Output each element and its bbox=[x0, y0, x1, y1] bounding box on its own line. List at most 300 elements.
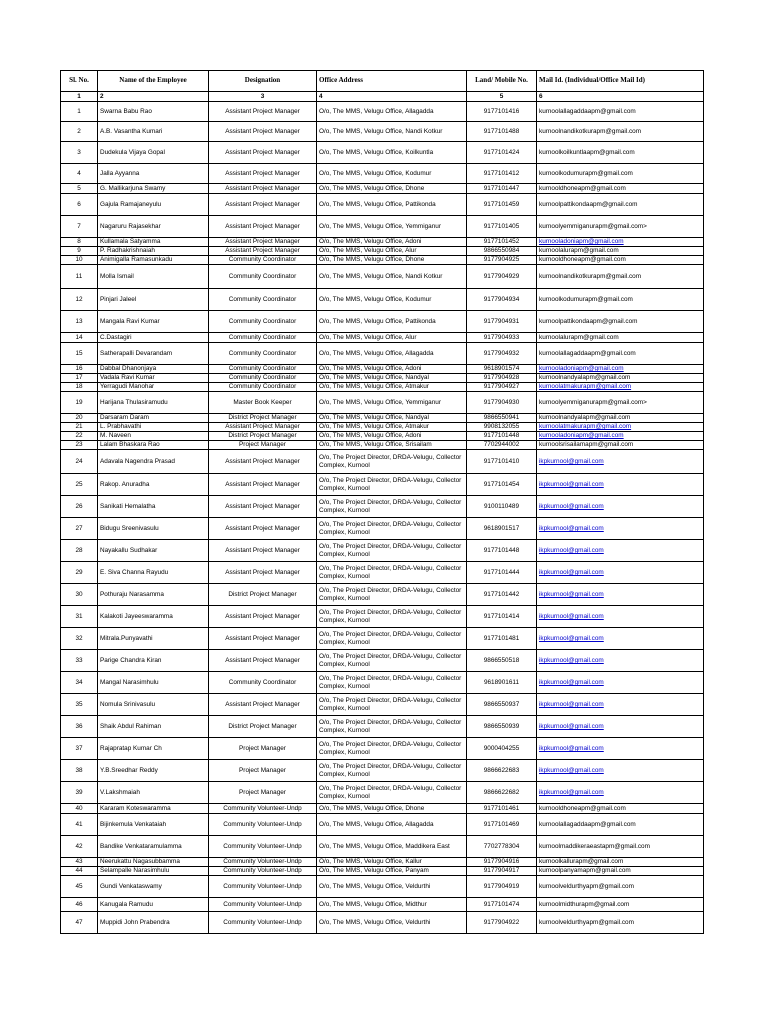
mail-id-cell: kurnoolnandyalapm@gmail.com bbox=[537, 374, 704, 383]
sl-no-cell: 46 bbox=[61, 898, 98, 912]
mail-id-cell: kurnoolkodumurapm@gmail.com bbox=[537, 289, 704, 311]
sl-no-cell: 24 bbox=[61, 450, 98, 474]
mail-link[interactable]: kurnoolatmakurapm@gmail.com bbox=[539, 423, 632, 431]
mail-id-cell: kurnoolalurapm@gmail.com bbox=[537, 247, 704, 256]
office-address-cell: O/o, The MMS, Velugu Office, Yemmiganur bbox=[317, 216, 467, 238]
mail-id-cell: kurnoolpattikondaapm@gmail.com bbox=[537, 311, 704, 333]
office-address-cell: O/o, The Project Director, DRDA-Velugu, Collector Complex, Kurnool bbox=[317, 450, 467, 474]
employee-name-cell: G. Mallikarjuna Swamy bbox=[98, 184, 209, 194]
employee-name-cell: P. Radhakrishnaiah bbox=[98, 247, 209, 256]
mobile-no-cell: 9177101452 bbox=[467, 238, 537, 247]
designation-cell: Community Volunteer-Undp bbox=[209, 858, 317, 867]
designation-cell: Assistant Project Manager bbox=[209, 423, 317, 432]
mobile-no-cell: 9177101424 bbox=[467, 142, 537, 164]
employee-name-cell: Mangal Narasimhulu bbox=[98, 672, 209, 694]
mail-link[interactable]: ikpkurnool@gmail.com bbox=[539, 788, 604, 796]
employee-name-cell: Sanikati Hemalatha bbox=[98, 496, 209, 518]
mail-id-cell: kurnoolkodumurapm@gmail.com bbox=[537, 164, 704, 184]
designation-cell: Assistant Project Manager bbox=[209, 102, 317, 122]
mobile-no-cell: 9866550939 bbox=[467, 716, 537, 738]
employee-name-cell: Bijinkemula Venkataiah bbox=[98, 814, 209, 836]
mail-id-cell bbox=[537, 518, 704, 540]
sl-no-cell: 5 bbox=[61, 184, 98, 194]
mobile-no-cell: 9618901611 bbox=[467, 672, 537, 694]
designation-cell: Master Book Keeper bbox=[209, 392, 317, 414]
column-number: 6 bbox=[537, 92, 704, 102]
mail-id-cell bbox=[537, 628, 704, 650]
office-address-cell: O/o, The MMS, Velugu Office, Adoni bbox=[317, 365, 467, 374]
mobile-no-cell: 9177101412 bbox=[467, 164, 537, 184]
sl-no-cell: 44 bbox=[61, 867, 98, 876]
employee-name-cell: Bidugu Sreenivasulu bbox=[98, 518, 209, 540]
designation-cell: Assistant Project Manager bbox=[209, 238, 317, 247]
office-address-cell: O/o, The Project Director, DRDA-Velugu, Collector Complex, Kurnool bbox=[317, 672, 467, 694]
office-address-cell: O/o, The MMS, Velugu Office, Yemmiganur bbox=[317, 392, 467, 414]
column-number: 2 bbox=[98, 92, 209, 102]
office-address-cell: O/o, The MMS, Velugu Office, Adoni bbox=[317, 432, 467, 441]
table-row bbox=[61, 562, 704, 584]
table-row bbox=[61, 474, 704, 496]
mail-link[interactable]: kurnooladoniapm@gmail.com bbox=[539, 365, 624, 373]
mail-link[interactable]: ikpkurnool@gmail.com bbox=[539, 502, 604, 510]
sl-no-cell: 47 bbox=[61, 912, 98, 934]
mail-link[interactable]: kurnoolatmakurapm@gmail.com bbox=[539, 383, 632, 391]
table-row bbox=[61, 343, 704, 365]
sl-no-cell: 15 bbox=[61, 343, 98, 365]
designation-cell: Assistant Project Manager bbox=[209, 518, 317, 540]
column-number: 4 bbox=[317, 92, 467, 102]
employee-name-cell: Kanugala Ramudu bbox=[98, 898, 209, 912]
employee-name-cell: Satherapalli Devarandam bbox=[98, 343, 209, 365]
mail-link[interactable]: ikpkurnool@gmail.com bbox=[539, 590, 604, 598]
designation-cell: Assistant Project Manager bbox=[209, 628, 317, 650]
designation-cell: Assistant Project Manager bbox=[209, 164, 317, 184]
mail-link[interactable]: ikpkurnool@gmail.com bbox=[539, 722, 604, 730]
employee-name-cell: Lalam Bhaskara Rao bbox=[98, 441, 209, 450]
sl-no-cell: 9 bbox=[61, 247, 98, 256]
designation-cell: Community Volunteer-Undp bbox=[209, 836, 317, 858]
designation-cell: Project Manager bbox=[209, 441, 317, 450]
mail-link[interactable]: ikpkurnool@gmail.com bbox=[539, 634, 604, 642]
mobile-no-cell: 9177904931 bbox=[467, 311, 537, 333]
mobile-no-cell: 9177101454 bbox=[467, 474, 537, 496]
column-number: 1 bbox=[61, 92, 98, 102]
mail-link[interactable]: ikpkurnool@gmail.com bbox=[539, 612, 604, 620]
sl-no-cell: 39 bbox=[61, 782, 98, 804]
sl-no-cell: 25 bbox=[61, 474, 98, 496]
designation-cell: Community Coordinator bbox=[209, 383, 317, 392]
sl-no-cell: 32 bbox=[61, 628, 98, 650]
table-row bbox=[61, 496, 704, 518]
office-address-cell: O/o, The MMS, Velugu Office, Dhone bbox=[317, 256, 467, 265]
designation-cell: District Project Manager bbox=[209, 414, 317, 423]
mobile-no-cell: 9866550518 bbox=[467, 650, 537, 672]
designation-cell: Community Coordinator bbox=[209, 256, 317, 265]
office-address-cell: O/o, The Project Director, DRDA-Velugu, Collector Complex, Kurnool bbox=[317, 738, 467, 760]
column-number: 5 bbox=[467, 92, 537, 102]
mail-id-cell bbox=[537, 423, 704, 432]
employee-name-cell: Parige Chandra Kiran bbox=[98, 650, 209, 672]
designation-cell: Assistant Project Manager bbox=[209, 194, 317, 216]
employee-name-cell: Darsaram Daram bbox=[98, 414, 209, 423]
employee-name-cell: Pothuraju Narasamma bbox=[98, 584, 209, 606]
mail-link[interactable]: ikpkurnool@gmail.com bbox=[539, 744, 604, 752]
sl-no-cell: 37 bbox=[61, 738, 98, 760]
designation-cell: Assistant Project Manager bbox=[209, 496, 317, 518]
sl-no-cell: 20 bbox=[61, 414, 98, 423]
office-address-cell: O/o, The Project Director, DRDA-Velugu, Collector Complex, Kurnool bbox=[317, 782, 467, 804]
mobile-no-cell: 9177101414 bbox=[467, 606, 537, 628]
table-row bbox=[61, 867, 704, 876]
employee-name-cell: Jalla Ayyanna bbox=[98, 164, 209, 184]
mail-id-cell: kurnoolveldurthyapm@gmail.com bbox=[537, 912, 704, 934]
table-row bbox=[61, 414, 704, 423]
mail-link[interactable]: ikpkurnool@gmail.com bbox=[539, 480, 604, 488]
designation-cell: Assistant Project Manager bbox=[209, 606, 317, 628]
mail-id-cell bbox=[537, 562, 704, 584]
table-row bbox=[61, 432, 704, 441]
sl-no-cell: 16 bbox=[61, 365, 98, 374]
mail-id-cell: kurnooldhoneapm@gmail.com bbox=[537, 184, 704, 194]
mail-id-cell bbox=[537, 383, 704, 392]
office-address-cell: O/o, The MMS, Velugu Office, Allagadda bbox=[317, 102, 467, 122]
mail-id-cell bbox=[537, 672, 704, 694]
table-row bbox=[61, 441, 704, 450]
table-row bbox=[61, 876, 704, 898]
header-employee-name: Name of the Employee bbox=[98, 71, 209, 92]
employee-name-cell: Gajula Ramajaneyulu bbox=[98, 194, 209, 216]
mail-id-cell: kurnoolalurapm@gmail.com bbox=[537, 333, 704, 343]
designation-cell: Community Coordinator bbox=[209, 672, 317, 694]
header-sl-no: Sl. No. bbox=[61, 71, 98, 92]
mobile-no-cell: 9177101410 bbox=[467, 450, 537, 474]
office-address-cell: O/o, The MMS, Velugu Office, Atmakur bbox=[317, 423, 467, 432]
mail-id-cell: kurnoolkoilkuntlaapm@gmail.com bbox=[537, 142, 704, 164]
designation-cell: Assistant Project Manager bbox=[209, 184, 317, 194]
mail-id-cell: kurnoolpanyamapm@gmail.com bbox=[537, 867, 704, 876]
mobile-no-cell: 9100110489 bbox=[467, 496, 537, 518]
sl-no-cell: 14 bbox=[61, 333, 98, 343]
employee-name-cell: Gundi Venkataswamy bbox=[98, 876, 209, 898]
sl-no-cell: 36 bbox=[61, 716, 98, 738]
designation-cell: Project Manager bbox=[209, 782, 317, 804]
header-mail-id: Mail Id. (Individual/Office Mail Id) bbox=[537, 71, 704, 92]
office-address-cell: O/o, The MMS, Velugu Office, Kodumur bbox=[317, 289, 467, 311]
table-row bbox=[61, 738, 704, 760]
designation-cell: Assistant Project Manager bbox=[209, 122, 317, 142]
employee-name-cell: Mangala Ravi Kumar bbox=[98, 311, 209, 333]
mail-link[interactable]: ikpkurnool@gmail.com bbox=[539, 524, 604, 532]
designation-cell: Assistant Project Manager bbox=[209, 562, 317, 584]
table-row bbox=[61, 606, 704, 628]
mobile-no-cell: 9177101416 bbox=[467, 102, 537, 122]
office-address-cell: O/o, The Project Director, DRDA-Velugu, Collector Complex, Kurnool bbox=[317, 540, 467, 562]
mail-id-cell bbox=[537, 760, 704, 782]
table-row bbox=[61, 760, 704, 782]
designation-cell: Assistant Project Manager bbox=[209, 474, 317, 496]
table-row bbox=[61, 194, 704, 216]
office-address-cell: O/o, The MMS, Velugu Office, Allagadda bbox=[317, 343, 467, 365]
employee-name-cell: Dabbal Dhanonjaya bbox=[98, 365, 209, 374]
sl-no-cell: 11 bbox=[61, 265, 98, 289]
mail-link[interactable]: ikpkurnool@gmail.com bbox=[539, 457, 604, 465]
mail-link[interactable]: kurnooladoniapm@gmail.com bbox=[539, 432, 624, 440]
table-row bbox=[61, 289, 704, 311]
table-row bbox=[61, 142, 704, 164]
table-row bbox=[61, 782, 704, 804]
employee-name-cell: Y.B.Sreedhar Reddy bbox=[98, 760, 209, 782]
employee-name-cell: Selampalle Narasimhulu bbox=[98, 867, 209, 876]
employee-table bbox=[60, 70, 704, 934]
mobile-no-cell: 9908132055 bbox=[467, 423, 537, 432]
mobile-no-cell: 9177904922 bbox=[467, 912, 537, 934]
mail-id-cell: kurnoolsrisailamapm@gmail.com bbox=[537, 441, 704, 450]
designation-cell: Community Coordinator bbox=[209, 365, 317, 374]
office-address-cell: O/o, The Project Director, DRDA-Velugu, Collector Complex, Kurnool bbox=[317, 562, 467, 584]
table-row bbox=[61, 122, 704, 142]
mobile-no-cell: 9177904919 bbox=[467, 876, 537, 898]
employee-name-cell: Vadala Ravi Kumar bbox=[98, 374, 209, 383]
mail-id-cell: kurnoolallagaddaapm@gmail.com bbox=[537, 343, 704, 365]
office-address-cell: O/o, The MMS, Velugu Office, Kallur bbox=[317, 858, 467, 867]
mail-id-cell: kurnooldhoneapm@gmail.com bbox=[537, 804, 704, 814]
employee-name-cell: Dudekula Vijaya Gopal bbox=[98, 142, 209, 164]
designation-cell: Assistant Project Manager bbox=[209, 540, 317, 562]
mail-id-cell: kurnoolyemmiganurapm@gmail.com> bbox=[537, 216, 704, 238]
mobile-no-cell: 9177101442 bbox=[467, 584, 537, 606]
office-address-cell: O/o, The MMS, Velugu Office, Maddikera East bbox=[317, 836, 467, 858]
table-row bbox=[61, 184, 704, 194]
designation-cell: Assistant Project Manager bbox=[209, 142, 317, 164]
table-row bbox=[61, 650, 704, 672]
table-row bbox=[61, 102, 704, 122]
header-row bbox=[61, 71, 704, 92]
table-row bbox=[61, 518, 704, 540]
office-address-cell: O/o, The Project Director, DRDA-Velugu, Collector Complex, Kurnool bbox=[317, 650, 467, 672]
office-address-cell: O/o, The MMS, Velugu Office, Atmakur bbox=[317, 383, 467, 392]
sl-no-cell: 6 bbox=[61, 194, 98, 216]
sl-no-cell: 29 bbox=[61, 562, 98, 584]
sl-no-cell: 26 bbox=[61, 496, 98, 518]
mobile-no-cell: 7702778304 bbox=[467, 836, 537, 858]
mobile-no-cell: 9866622682 bbox=[467, 782, 537, 804]
mobile-no-cell: 9866550941 bbox=[467, 414, 537, 423]
office-address-cell: O/o, The Project Director, DRDA-Velugu, Collector Complex, Kurnool bbox=[317, 474, 467, 496]
designation-cell: Project Manager bbox=[209, 738, 317, 760]
table-row bbox=[61, 365, 704, 374]
designation-cell: Assistant Project Manager bbox=[209, 450, 317, 474]
employee-name-cell: Molla Ismail bbox=[98, 265, 209, 289]
office-address-cell: O/o, The MMS, Velugu Office, Koilkuntla bbox=[317, 142, 467, 164]
sl-no-cell: 27 bbox=[61, 518, 98, 540]
sl-no-cell: 3 bbox=[61, 142, 98, 164]
mobile-no-cell: 7702944002 bbox=[467, 441, 537, 450]
office-address-cell: O/o, The Project Director, DRDA-Velugu, Collector Complex, Kurnool bbox=[317, 496, 467, 518]
table-row bbox=[61, 584, 704, 606]
office-address-cell: O/o, The MMS, Velugu Office, Nandyal bbox=[317, 414, 467, 423]
mail-id-cell bbox=[537, 365, 704, 374]
office-address-cell: O/o, The MMS, Velugu Office, Dhone bbox=[317, 804, 467, 814]
mail-id-cell: kurnoolmidthurapm@gmail.com bbox=[537, 898, 704, 912]
mail-id-cell: kurnoolyemmiganurapm@gmail.com> bbox=[537, 392, 704, 414]
office-address-cell: O/o, The MMS, Velugu Office, Allagadda bbox=[317, 814, 467, 836]
mail-link[interactable]: ikpkurnool@gmail.com bbox=[539, 656, 604, 664]
mobile-no-cell: 9177904928 bbox=[467, 374, 537, 383]
sl-no-cell: 7 bbox=[61, 216, 98, 238]
office-address-cell: O/o, The MMS, Velugu Office, Veldurthi bbox=[317, 876, 467, 898]
office-address-cell: O/o, The Project Director, DRDA-Velugu, Collector Complex, Kurnool bbox=[317, 518, 467, 540]
sl-no-cell: 45 bbox=[61, 876, 98, 898]
designation-cell: Community Volunteer-Undp bbox=[209, 804, 317, 814]
sl-no-cell: 22 bbox=[61, 432, 98, 441]
mobile-no-cell: 9177101481 bbox=[467, 628, 537, 650]
mobile-no-cell: 9177904916 bbox=[467, 858, 537, 867]
table-row bbox=[61, 540, 704, 562]
office-address-cell: O/o, The MMS, Velugu Office, Alur bbox=[317, 247, 467, 256]
office-address-cell: O/o, The MMS, Velugu Office, Nandyal bbox=[317, 374, 467, 383]
designation-cell: District Project Manager bbox=[209, 716, 317, 738]
mail-id-cell: kurnoolallagaddaapm@gmail.com bbox=[537, 102, 704, 122]
mail-id-cell: kurnoolmaddikeraeastapm@gmail.com bbox=[537, 836, 704, 858]
office-address-cell: O/o, The MMS, Velugu Office, Midthur bbox=[317, 898, 467, 912]
mail-id-cell bbox=[537, 650, 704, 672]
employee-name-cell: Adavala Nagendra Prasad bbox=[98, 450, 209, 474]
mail-id-cell: kurnoolnandikotkurapm@gmail.com bbox=[537, 122, 704, 142]
sl-no-cell: 10 bbox=[61, 256, 98, 265]
designation-cell: District Project Manager bbox=[209, 432, 317, 441]
mail-link[interactable]: ikpkurnool@gmail.com bbox=[539, 568, 604, 576]
employee-name-cell: Swarna Babu Rao bbox=[98, 102, 209, 122]
table-row bbox=[61, 238, 704, 247]
mail-id-cell bbox=[537, 238, 704, 247]
office-address-cell: O/o, The MMS, Velugu Office, Kodumur bbox=[317, 164, 467, 184]
header-mobile-no: Land/ Mobile No. bbox=[467, 71, 537, 92]
employee-name-cell: Rakop. Anuradha bbox=[98, 474, 209, 496]
employee-name-cell: Shaik Abdul Rahiman bbox=[98, 716, 209, 738]
mobile-no-cell: 9866550984 bbox=[467, 247, 537, 256]
office-address-cell: O/o, The Project Director, DRDA-Velugu, Collector Complex, Kurnool bbox=[317, 584, 467, 606]
office-address-cell: O/o, The Project Director, DRDA-Velugu, Collector Complex, Kurnool bbox=[317, 628, 467, 650]
office-address-cell: O/o, The MMS, Velugu Office, Adoni bbox=[317, 238, 467, 247]
sl-no-cell: 19 bbox=[61, 392, 98, 414]
mail-link[interactable]: ikpkurnool@gmail.com bbox=[539, 700, 604, 708]
mobile-no-cell: 9177101448 bbox=[467, 540, 537, 562]
sl-no-cell: 42 bbox=[61, 836, 98, 858]
table-row bbox=[61, 836, 704, 858]
mobile-no-cell: 9177101459 bbox=[467, 194, 537, 216]
office-address-cell: O/o, The MMS, Velugu Office, Panyam bbox=[317, 867, 467, 876]
designation-cell: Community Volunteer-Undp bbox=[209, 876, 317, 898]
mobile-no-cell: 9177101448 bbox=[467, 432, 537, 441]
mail-id-cell bbox=[537, 694, 704, 716]
sl-no-cell: 33 bbox=[61, 650, 98, 672]
table-row bbox=[61, 804, 704, 814]
sl-no-cell: 38 bbox=[61, 760, 98, 782]
designation-cell: District Project Manager bbox=[209, 584, 317, 606]
table-row bbox=[61, 672, 704, 694]
sl-no-cell: 13 bbox=[61, 311, 98, 333]
sl-no-cell: 28 bbox=[61, 540, 98, 562]
table-row bbox=[61, 164, 704, 184]
employee-name-cell: E. Siva Channa Rayudu bbox=[98, 562, 209, 584]
mail-link[interactable]: ikpkurnool@gmail.com bbox=[539, 766, 604, 774]
table-row bbox=[61, 247, 704, 256]
employee-name-cell: A.B. Vasantha Kumari bbox=[98, 122, 209, 142]
office-address-cell: O/o, The MMS, Velugu Office, Nandi Kotkur bbox=[317, 122, 467, 142]
designation-cell: Community Coordinator bbox=[209, 265, 317, 289]
mail-id-cell: kurnoolveldurthyapm@gmail.com bbox=[537, 876, 704, 898]
employee-name-cell: C.Dastagiri bbox=[98, 333, 209, 343]
sl-no-cell: 18 bbox=[61, 383, 98, 392]
mail-link[interactable]: kurnooladoniapm@gmail.com bbox=[539, 238, 624, 246]
mail-id-cell bbox=[537, 716, 704, 738]
sl-no-cell: 2 bbox=[61, 122, 98, 142]
mobile-no-cell: 9177904927 bbox=[467, 383, 537, 392]
employee-name-cell: V.Lakshmaiah bbox=[98, 782, 209, 804]
table-row bbox=[61, 333, 704, 343]
employee-name-cell: Kullamala Satyamma bbox=[98, 238, 209, 247]
header-office-address: Office Address bbox=[317, 71, 467, 92]
mail-link[interactable]: ikpkurnool@gmail.com bbox=[539, 678, 604, 686]
table-row bbox=[61, 392, 704, 414]
table-row bbox=[61, 265, 704, 289]
office-address-cell: O/o, The MMS, Velugu Office, Nandi Kotkur bbox=[317, 265, 467, 289]
mail-id-cell bbox=[537, 450, 704, 474]
mail-id-cell: kurnoolkallurapm@gmail.com bbox=[537, 858, 704, 867]
mail-id-cell bbox=[537, 738, 704, 760]
mobile-no-cell: 9177904930 bbox=[467, 392, 537, 414]
designation-cell: Community Coordinator bbox=[209, 374, 317, 383]
designation-cell: Assistant Project Manager bbox=[209, 247, 317, 256]
mobile-no-cell: 9177101405 bbox=[467, 216, 537, 238]
sl-no-cell: 43 bbox=[61, 858, 98, 867]
office-address-cell: O/o, The MMS, Velugu Office, Pattikonda bbox=[317, 311, 467, 333]
sl-no-cell: 4 bbox=[61, 164, 98, 184]
designation-cell: Community Coordinator bbox=[209, 343, 317, 365]
employee-name-cell: Nomula Srinivasulu bbox=[98, 694, 209, 716]
table-row bbox=[61, 374, 704, 383]
employee-name-cell: Muppidi John Prabendra bbox=[98, 912, 209, 934]
mobile-no-cell: 9177101488 bbox=[467, 122, 537, 142]
employee-name-cell: L. Prabhavathi bbox=[98, 423, 209, 432]
sl-no-cell: 12 bbox=[61, 289, 98, 311]
mail-id-cell bbox=[537, 606, 704, 628]
employee-name-cell: Mitrala.Punyavathi bbox=[98, 628, 209, 650]
mail-id-cell: kurnoolpattikondaapm@gmail.com bbox=[537, 194, 704, 216]
designation-cell: Community Coordinator bbox=[209, 289, 317, 311]
office-address-cell: O/o, The Project Director, DRDA-Velugu, Collector Complex, Kurnool bbox=[317, 606, 467, 628]
table-row bbox=[61, 628, 704, 650]
mobile-no-cell: 9177101469 bbox=[467, 814, 537, 836]
mobile-no-cell: 9177101474 bbox=[467, 898, 537, 912]
employee-name-cell: Kararam Koteswaramma bbox=[98, 804, 209, 814]
mail-id-cell bbox=[537, 432, 704, 441]
employee-name-cell: Pinjari Jaleel bbox=[98, 289, 209, 311]
table-row bbox=[61, 450, 704, 474]
sl-no-cell: 23 bbox=[61, 441, 98, 450]
mail-link[interactable]: ikpkurnool@gmail.com bbox=[539, 546, 604, 554]
designation-cell: Project Manager bbox=[209, 760, 317, 782]
mail-id-cell: kurnoolnandikotkurapm@gmail.com bbox=[537, 265, 704, 289]
designation-cell: Community Volunteer-Undp bbox=[209, 912, 317, 934]
office-address-cell: O/o, The Project Director, DRDA-Velugu, Collector Complex, Kurnool bbox=[317, 716, 467, 738]
mobile-no-cell: 9000404255 bbox=[467, 738, 537, 760]
designation-cell: Assistant Project Manager bbox=[209, 216, 317, 238]
employee-name-cell: Animigalla Ramasunkadu bbox=[98, 256, 209, 265]
employee-name-cell: Nayakallu Sudhakar bbox=[98, 540, 209, 562]
sl-no-cell: 40 bbox=[61, 804, 98, 814]
table-row bbox=[61, 858, 704, 867]
